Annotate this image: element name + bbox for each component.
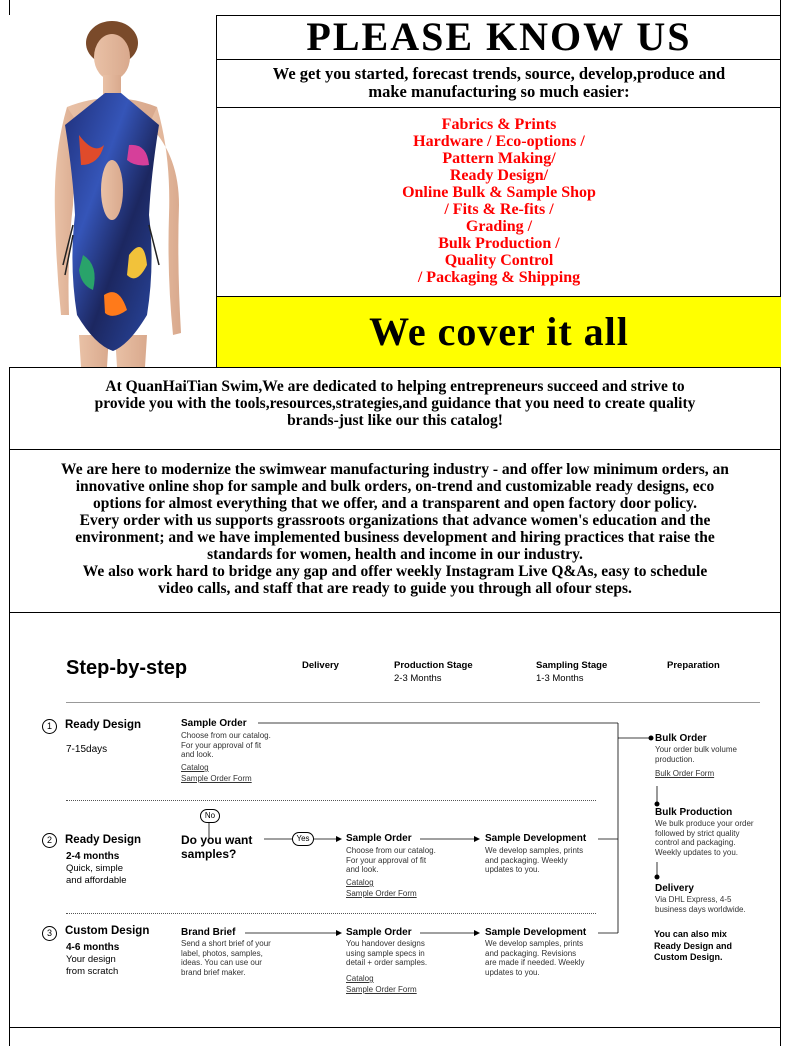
page-title: PLEASE KNOW US xyxy=(306,14,692,59)
row2-time: 2-4 months xyxy=(66,851,120,862)
row2-sample-development-desc xyxy=(485,846,583,875)
service-item: / Packaging & Shipping xyxy=(417,269,581,286)
desc-line: are made if needed. Weekly xyxy=(485,958,585,968)
mission-line: video calls, and staff that are ready to guide you through all ofour steps. xyxy=(158,580,632,597)
service-item: Grading / xyxy=(465,218,533,235)
bulk-production-desc xyxy=(655,819,754,857)
section-divider-3 xyxy=(9,612,781,613)
desc-line: label, photos, samples, xyxy=(181,948,263,958)
service-item: Hardware / Eco-options / xyxy=(413,133,585,150)
service-item: Pattern Making/ xyxy=(442,150,556,167)
mission-line: environment; and we have implemented business development and hiring practices that raise the xyxy=(75,529,715,546)
row3-time: 4-6 months xyxy=(66,942,120,953)
service-item: Quality Control xyxy=(444,252,554,269)
steps-heading: Step-by-step xyxy=(66,657,188,679)
bulk-order-title: Bulk Order xyxy=(655,733,707,744)
title-divider xyxy=(216,59,781,60)
mission-line: We are here to modernize the swimwear manufacturing industry - and offer low minimum orders, an xyxy=(61,461,729,478)
row2-sample-order-title: Sample Order xyxy=(346,833,412,844)
column-production-time: 2-3 Months xyxy=(394,673,442,684)
mission-line: options for almost everything that we offer, and a transparent and open factory door policy. xyxy=(93,495,697,512)
row1-title: Ready Design xyxy=(65,719,142,731)
section-divider-1 xyxy=(9,367,781,368)
dedication-text xyxy=(10,378,780,429)
desc-line: brand brief maker. xyxy=(181,967,246,977)
note-line: Custom Design. xyxy=(654,952,723,962)
desc-line: Quick, simple xyxy=(66,863,124,874)
row3-catalog-link[interactable]: Catalog xyxy=(346,974,374,983)
step-number-3: 3 xyxy=(42,926,57,941)
desc-line: updates to you. xyxy=(485,967,540,977)
intro-divider xyxy=(216,107,781,108)
desc-line: and packaging. Revisions xyxy=(485,948,577,958)
row1-sample-order-form-link[interactable]: Sample Order Form xyxy=(181,774,252,783)
desc-line: updates to you. xyxy=(485,865,540,875)
delivery-desc xyxy=(655,895,746,914)
row2-question xyxy=(181,833,252,861)
desc-line: You handover designs xyxy=(346,939,425,948)
row2-sample-development-title: Sample Development xyxy=(485,833,587,844)
desc-line: and affordable xyxy=(66,875,127,886)
desc-line: Send a short brief of your xyxy=(181,939,271,948)
intro-line: We get you started, forecast trends, source, develop,produce and xyxy=(272,64,726,83)
row1-catalog-link[interactable]: Catalog xyxy=(181,763,209,772)
row3-sample-order-desc xyxy=(346,939,427,968)
desc-line: detail + order samples. xyxy=(346,958,428,968)
intro-text xyxy=(217,62,781,106)
desc-line: and look. xyxy=(346,865,379,875)
row3-sample-development-title: Sample Development xyxy=(485,927,587,938)
step-number-1: 1 xyxy=(42,719,57,734)
service-item: Bulk Production / xyxy=(438,235,560,252)
intro-line: make manufacturing so much easier: xyxy=(368,82,630,101)
desc-line: and packaging. Weekly xyxy=(485,855,568,865)
dedication-line: provide you with the tools,resources,strategies,and guidance that you need to create quality xyxy=(94,395,696,412)
row-separator xyxy=(66,913,596,914)
question-line: Do you want xyxy=(181,833,253,847)
mission-text xyxy=(10,461,780,597)
row2-desc xyxy=(66,863,127,887)
column-production: Production Stage xyxy=(394,660,473,671)
dedication-line: brands-just like our this catalog! xyxy=(287,412,503,429)
bulk-order-desc xyxy=(655,745,737,764)
column-preparation: Preparation xyxy=(667,660,720,671)
delivery-title: Delivery xyxy=(655,883,694,894)
desc-line: control and packaging. xyxy=(655,838,736,848)
model-swimsuit-illustration xyxy=(9,15,216,367)
desc-line: using sample specs in xyxy=(346,948,425,958)
bulk-order-form-link[interactable]: Bulk Order Form xyxy=(655,769,715,778)
model-photo xyxy=(9,15,216,367)
yes-pill: Yes xyxy=(292,832,314,846)
column-sampling-time: 1-3 Months xyxy=(536,673,584,684)
row3-sample-order-title: Sample Order xyxy=(346,927,412,938)
row3-title: Custom Design xyxy=(65,925,150,937)
mission-line: Every order with us supports grassroots organizations that advance women's education and the xyxy=(79,512,711,529)
desc-line: production. xyxy=(655,754,695,764)
desc-line: Choose from our catalog. xyxy=(181,731,271,740)
row3-brand-brief-title: Brand Brief xyxy=(181,927,236,938)
mix-design-note xyxy=(654,929,732,964)
mission-line: innovative online shop for sample and bulk orders, on-trend and customizable ready designs, eco xyxy=(75,478,715,495)
no-pill: No xyxy=(200,809,220,823)
dedication-line: At QuanHaiTian Swim,We are dedicated to helping entrepreneurs succeed and strive to xyxy=(105,378,685,395)
row2-title: Ready Design xyxy=(65,834,142,846)
desc-line: followed by strict quality xyxy=(655,828,740,838)
desc-line: For your approval of fit xyxy=(181,740,262,750)
desc-line: business days worldwide. xyxy=(655,904,746,914)
row1-sample-order-desc xyxy=(181,731,271,760)
row3-sample-development-desc xyxy=(485,939,584,977)
row3-sample-order-form-link[interactable]: Sample Order Form xyxy=(346,985,417,994)
desc-line: Your order bulk volume xyxy=(655,745,737,754)
note-line: Ready Design and xyxy=(654,940,733,951)
desc-line: Via DHL Express, 4-5 xyxy=(655,895,732,904)
desc-line: Weekly updates to you. xyxy=(655,847,739,857)
question-line: samples? xyxy=(181,847,237,861)
row2-catalog-link[interactable]: Catalog xyxy=(346,878,374,887)
row3-brand-brief-desc xyxy=(181,939,271,977)
step-number-2: 2 xyxy=(42,833,57,848)
column-sampling: Sampling Stage xyxy=(536,660,608,671)
section-divider-2 xyxy=(9,449,781,450)
row3-desc xyxy=(66,954,118,978)
desc-line: Choose from our catalog. xyxy=(346,846,436,855)
desc-line: Your design xyxy=(66,954,116,965)
mission-line: standards for women, health and income in our industry. xyxy=(207,546,583,563)
desc-line: We develop samples, prints xyxy=(485,846,584,855)
cover-banner: We cover it all xyxy=(217,297,781,367)
row1-sample-order-title: Sample Order xyxy=(181,718,247,729)
desc-line: We bulk produce your order xyxy=(655,819,754,828)
bulk-production-title: Bulk Production xyxy=(655,807,733,818)
desc-line: We develop samples, prints xyxy=(485,939,584,948)
row1-time: 7-15days xyxy=(66,744,108,755)
service-item: / Fits & Re-fits / xyxy=(444,201,554,218)
mission-line: We also work hard to bridge any gap and offer weekly Instagram Live Q&As, easy to schedule xyxy=(82,563,708,580)
row-separator xyxy=(66,800,596,801)
desc-line: ideas. You can use our xyxy=(181,958,262,968)
desc-line: and look. xyxy=(181,750,214,760)
row2-sample-order-desc xyxy=(346,846,436,875)
row2-sample-order-form-link[interactable]: Sample Order Form xyxy=(346,889,417,898)
service-item: Online Bulk & Sample Shop xyxy=(402,184,596,201)
column-delivery: Delivery xyxy=(302,660,339,671)
service-item: Fabrics & Prints xyxy=(441,116,557,133)
section-divider-4 xyxy=(9,1027,781,1028)
service-item: Ready Design/ xyxy=(449,167,549,184)
desc-line: from scratch xyxy=(66,966,119,977)
note-line: You can also mix xyxy=(654,929,727,939)
services-list xyxy=(217,116,781,286)
desc-line: For your approval of fit xyxy=(346,855,427,865)
